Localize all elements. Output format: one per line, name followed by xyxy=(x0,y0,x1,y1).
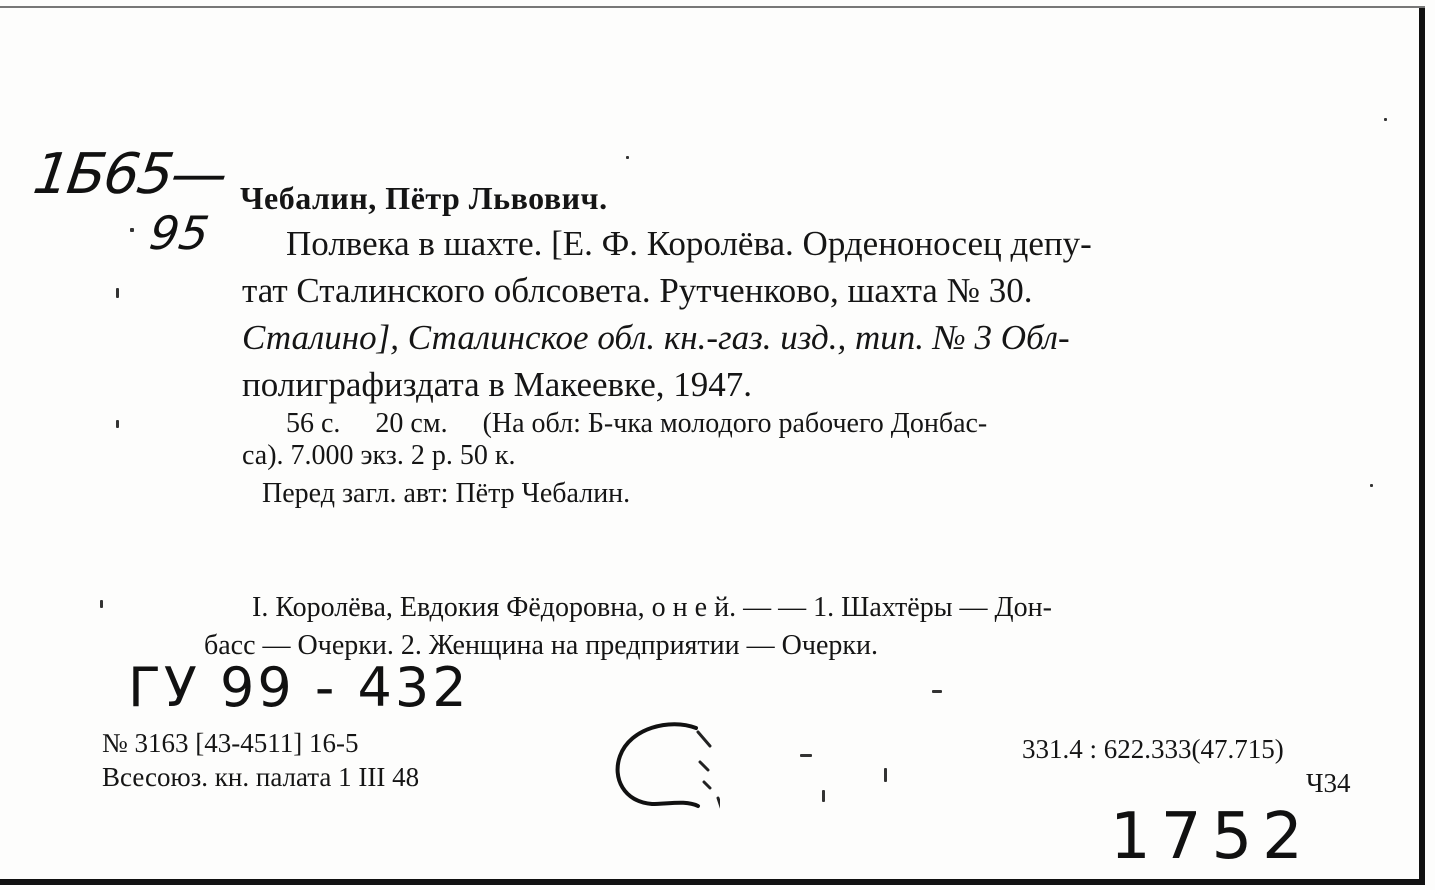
speck xyxy=(800,754,812,757)
speck xyxy=(130,228,134,232)
title-line-2: тат Сталинского облсовета. Рутченково, шахта № 30. xyxy=(242,271,1033,310)
physical-description-line-2: са). 7.000 экз. 2 р. 50 к. xyxy=(242,440,516,471)
speck xyxy=(822,790,825,802)
card-bottom-border xyxy=(0,879,1425,885)
speck xyxy=(116,420,119,428)
subject-line-1: I. Королёва, Евдокия Фёдоровна, о н е й. — — 1. Шахтёры — Дон- xyxy=(252,592,1052,623)
ink-scribble xyxy=(600,712,720,832)
speck xyxy=(626,156,629,159)
speck xyxy=(932,690,942,693)
handwritten-call-number-suffix: 95 xyxy=(146,206,213,260)
handwritten-call-number: 1Б65— xyxy=(29,142,230,207)
title-line-1: Полвека в шахте. [Е. Ф. Королёва. Орденоносец депу- xyxy=(286,224,1092,263)
card-top-edge xyxy=(0,6,1425,8)
handwritten-inventory-number: 1752 xyxy=(1110,800,1313,874)
udc-classification: 331.4 : 622.333(47.715) xyxy=(1022,734,1284,764)
physical-description-line-1: 56 с. 20 см. (На обл: Б-чка молодого рабочего Донбас- xyxy=(286,408,988,439)
title-line-3: Сталино], Сталинское обл. кн.-газ. изд., тип. № 3 Обл- xyxy=(242,318,1070,357)
subject-line-2: басс — Очерки. 2. Женщина на предприятии — Очерки. xyxy=(204,630,878,661)
speck xyxy=(884,768,887,782)
author-heading: Чебалин, Пётр Львович. xyxy=(240,180,608,216)
book-chamber-stamp: Всесоюз. кн. палата 1 III 48 xyxy=(102,762,420,792)
speck xyxy=(1384,118,1387,121)
author-note: Перед загл. авт: Пётр Чебалин. xyxy=(262,478,631,509)
handwritten-shelf-mark: ГУ 99 - 432 xyxy=(128,656,470,719)
record-number: № 3163 [43-4511] 16-5 xyxy=(102,728,359,758)
card-right-border xyxy=(1419,8,1425,880)
speck xyxy=(100,600,103,608)
author-mark: Ч34 xyxy=(1306,768,1351,798)
speck xyxy=(116,288,119,298)
speck xyxy=(1370,484,1373,487)
title-line-4: полиграфиздата в Макеевке, 1947. xyxy=(242,365,752,404)
